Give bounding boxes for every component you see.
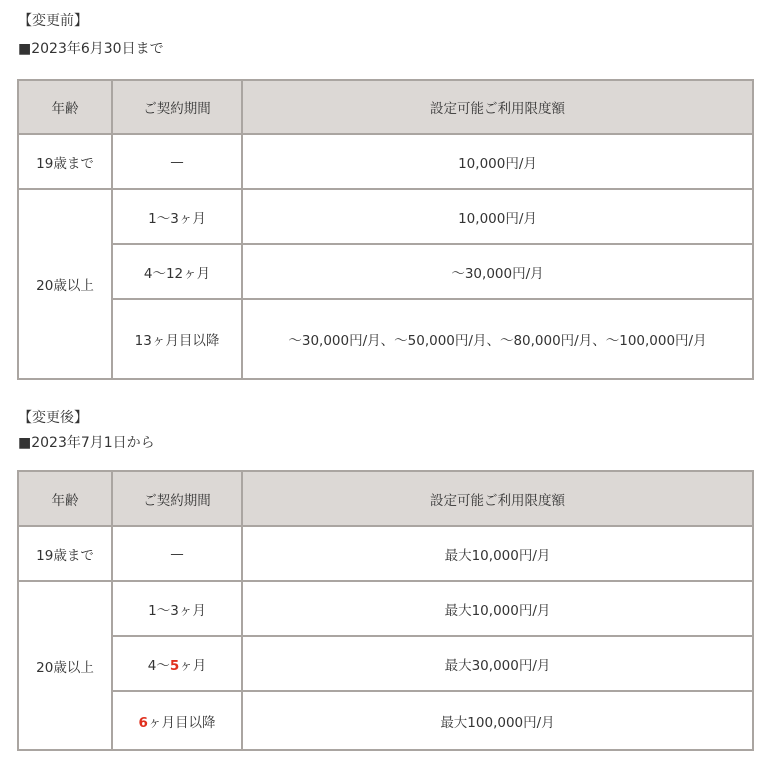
limit-cell: 最大30,000円/月 bbox=[242, 636, 753, 691]
limit-cell: 〜30,000円/月、〜50,000円/月、〜80,000円/月、〜100,000円/月 bbox=[242, 299, 753, 379]
table-row bbox=[18, 189, 753, 244]
period-text: 4〜 bbox=[147, 657, 170, 674]
limit-cell: 最大100,000円/月 bbox=[242, 691, 753, 750]
age-cell: 20歳以上 bbox=[18, 189, 112, 379]
header-age: 年齢 bbox=[18, 80, 112, 134]
table-row bbox=[18, 581, 753, 636]
limit-cell: 最大10,000円/月 bbox=[242, 581, 753, 636]
age-cell: 19歳まで bbox=[18, 526, 112, 581]
age-cell: 19歳まで bbox=[18, 134, 112, 189]
after-date: ■2023年7月1日から bbox=[18, 435, 155, 451]
period-cell: 1〜3ヶ月 bbox=[112, 581, 242, 636]
period-text: ヶ月目以降 bbox=[147, 714, 216, 731]
header-limit: 設定可能ご利用限度額 bbox=[242, 80, 753, 134]
period-cell: 4〜12ヶ月 bbox=[112, 244, 242, 299]
table-row bbox=[18, 691, 753, 750]
table-row bbox=[18, 299, 753, 379]
limit-cell: 10,000円/月 bbox=[242, 134, 753, 189]
period-cell: 1〜3ヶ月 bbox=[112, 189, 242, 244]
before-table bbox=[17, 79, 754, 380]
limit-cell: 〜30,000円/月 bbox=[242, 244, 753, 299]
period-cell bbox=[112, 691, 242, 750]
before-date: ■2023年6月30日まで bbox=[18, 41, 164, 57]
after-heading: 【変更後】 bbox=[18, 410, 88, 426]
age-cell: 20歳以上 bbox=[18, 581, 112, 750]
changed-value: 6 bbox=[138, 714, 148, 731]
header-age: 年齢 bbox=[18, 471, 112, 526]
table-row bbox=[18, 636, 753, 691]
table-row bbox=[18, 134, 753, 189]
period-cell bbox=[112, 636, 242, 691]
header-limit: 設定可能ご利用限度額 bbox=[242, 471, 753, 526]
period-cell: — bbox=[112, 134, 242, 189]
after-table bbox=[17, 470, 754, 751]
limit-cell: 最大10,000円/月 bbox=[242, 526, 753, 581]
table-row bbox=[18, 526, 753, 581]
changed-value: 5 bbox=[169, 657, 180, 674]
period-text: ヶ月 bbox=[179, 657, 207, 674]
table-row bbox=[18, 244, 753, 299]
before-heading: 【変更前】 bbox=[18, 13, 88, 29]
header-period: ご契約期間 bbox=[112, 471, 242, 526]
period-cell: — bbox=[112, 526, 242, 581]
header-period: ご契約期間 bbox=[112, 80, 242, 134]
period-cell: 13ヶ月目以降 bbox=[112, 299, 242, 379]
limit-cell: 10,000円/月 bbox=[242, 189, 753, 244]
